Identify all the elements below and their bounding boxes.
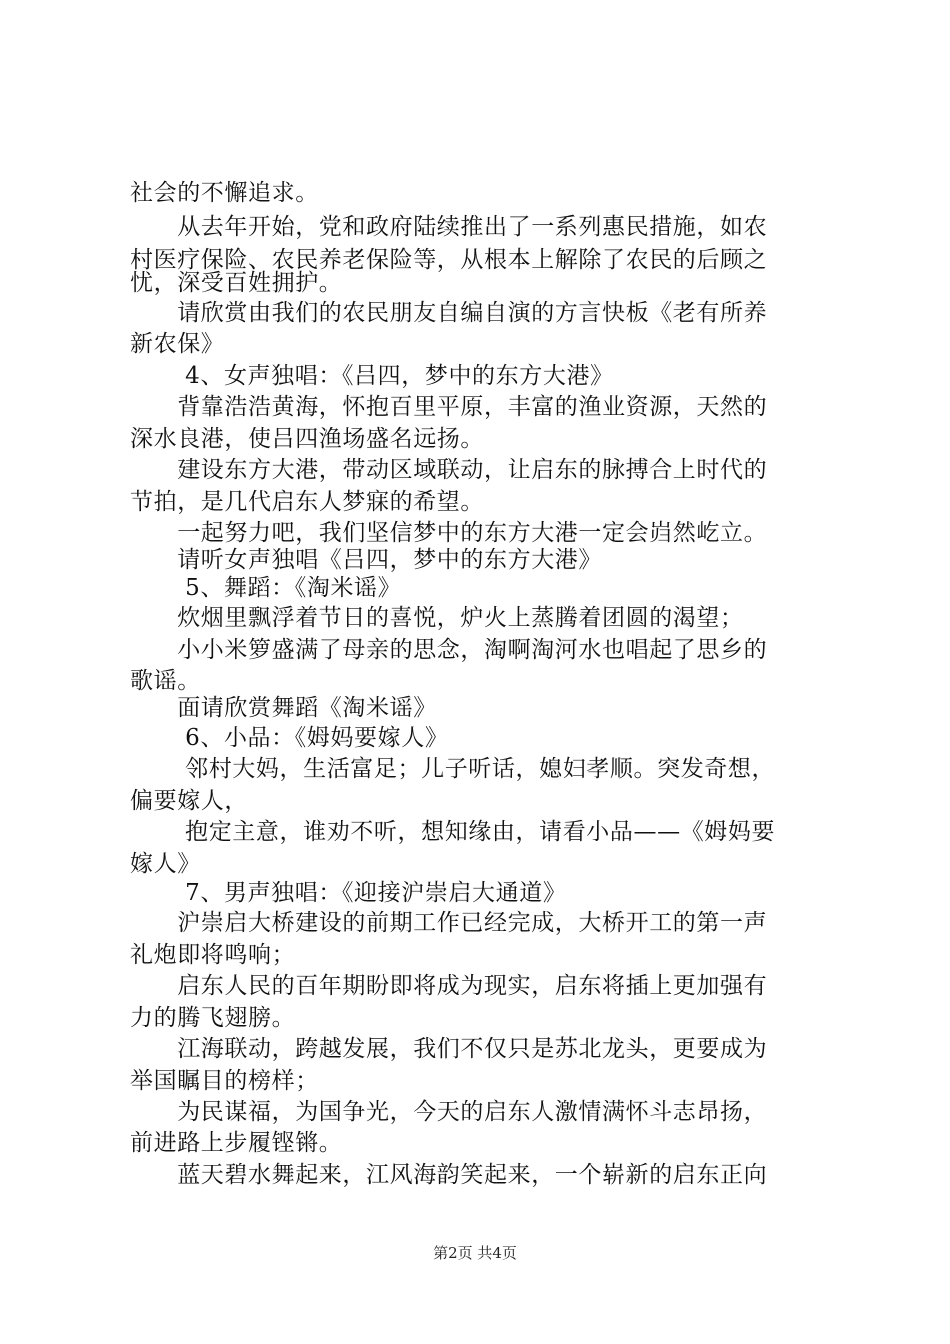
text-line: 请听女声独唱《吕四，梦中的东方大港》 — [130, 547, 602, 573]
text-line: 沪崇启大桥建设的前期工作已经完成，大桥开工的第一声 — [130, 910, 768, 936]
text-line: 歌谣。 — [130, 668, 201, 694]
page-footer: 第2页 共4页 — [433, 1244, 517, 1262]
text-line: 江海联动，跨越发展，我们不仅只是苏北龙头，更要成为 — [130, 1036, 768, 1062]
text-line: 邻村大妈，生活富足；儿子听话，媳妇孝顺。突发奇想， — [130, 756, 776, 782]
text-line: 力的腾飞翅膀。 — [130, 1005, 296, 1031]
text-line: 举国瞩目的榜样； — [130, 1068, 319, 1094]
text-line: 嫁人》 — [130, 851, 201, 877]
text-line: 从去年开始，党和政府陆续推出了一系列惠民措施，如农 — [130, 214, 768, 240]
text-line: 小小米箩盛满了母亲的思念，淘啊淘河水也唱起了思乡的 — [130, 637, 768, 663]
text-line: 忧，深受百姓拥护。 — [130, 270, 343, 296]
text-line: 6、小品：《姆妈要嫁人》 — [130, 725, 449, 751]
text-line: 偏要嫁人， — [130, 788, 248, 814]
text-line: 面请欣赏舞蹈《淘米谣》 — [130, 695, 437, 721]
text-line: 炊烟里飘浮着节日的喜悦，炉火上蒸腾着团圆的渴望； — [130, 605, 744, 631]
text-line: 新农保》 — [130, 331, 225, 357]
text-line: 为民谋福，为国争光，今天的启东人激情满怀斗志昂扬， — [130, 1099, 768, 1125]
text-line: 请欣赏由我们的农民朋友自编自演的方言快板《老有所养 — [130, 300, 768, 326]
text-line: 启东人民的百年期盼即将成为现实，启东将插上更加强有 — [130, 973, 768, 999]
text-line: 背靠浩浩黄海，怀抱百里平原，丰富的渔业资源，天然的 — [130, 394, 768, 420]
text-line: 社会的不懈追求。 — [130, 180, 319, 206]
text-line: 节拍，是几代启东人梦寐的希望。 — [130, 489, 484, 515]
text-line: 蓝天碧水舞起来，江风海韵笑起来，一个崭新的启东正向 — [130, 1162, 768, 1188]
text-line: 前进路上步履铿锵。 — [130, 1130, 343, 1156]
text-line: 抱定主意，谁劝不听，想知缘由，请看小品——《姆妈要 — [130, 819, 776, 845]
text-line: 一起努力吧，我们坚信梦中的东方大港一定会岿然屹立。 — [130, 520, 768, 546]
text-line: 7、男声独唱：《迎接沪崇启大通道》 — [130, 880, 567, 906]
text-line: 礼炮即将鸣响； — [130, 942, 296, 968]
text-line: 村医疗保险、农民养老保险等，从根本上解除了农民的后顾之 — [130, 247, 768, 273]
text-line: 深水良港，使吕四渔场盛名远扬。 — [130, 426, 484, 452]
text-line: 5、舞蹈：《淘米谣》 — [130, 575, 402, 601]
text-line: 4、女声独唱：《吕四，梦中的东方大港》 — [130, 363, 614, 389]
text-line: 建设东方大港，带动区域联动，让启东的脉搏合上时代的 — [130, 457, 768, 483]
